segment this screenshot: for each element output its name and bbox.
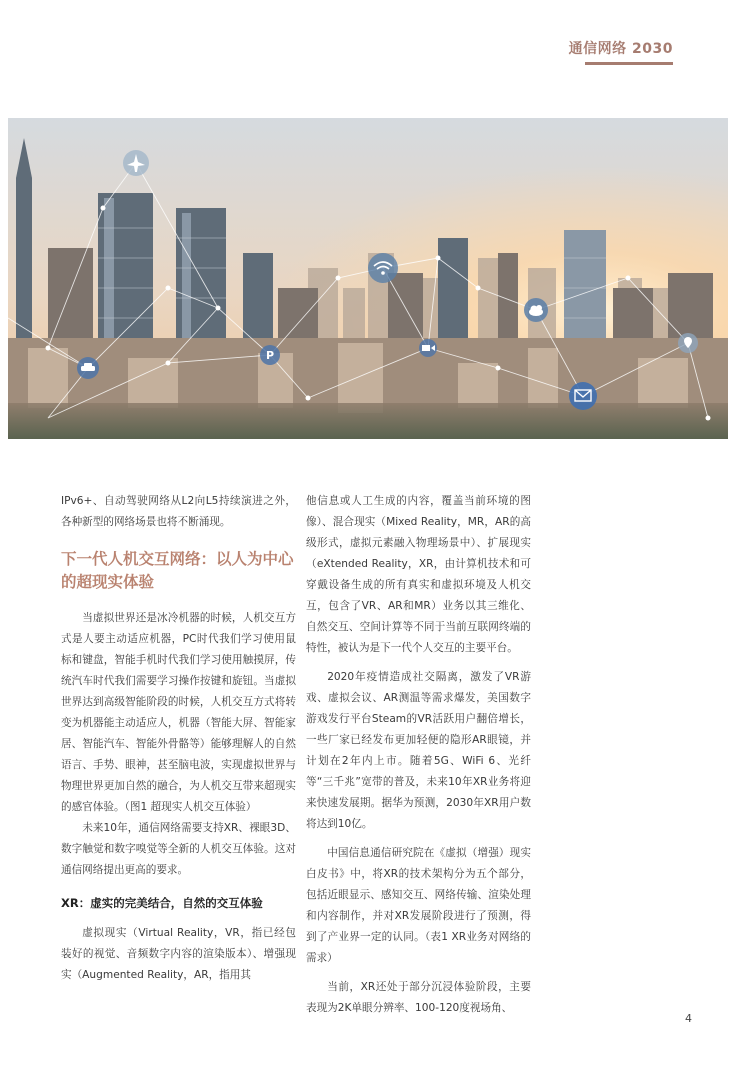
paragraph: 2020年疫情造成社交隔离，激发了VR游戏、虚拟会议、AR测温等需求爆发，美国数字游戏发行平台Steam的VR活跃用户翻倍增长，一些厂家已经发布更加轻便的隐形AR眼镜，并计划在2年内上市。随着5G、WiFi 6、光纤等“三千兆”宽带的普及，未来10年XR业务将迎来快速发展期。据华为预测，2030年XR用户数将达到10亿。	[306, 671, 531, 830]
subsection-title: XR：虚实的完美结合，自然的交互体验	[61, 896, 263, 910]
video-icon	[419, 339, 437, 357]
left-column	[61, 491, 296, 986]
section-title: 下一代人机交互网络：以人为中心的超现实体验	[61, 550, 294, 591]
location-pin-icon	[678, 333, 698, 353]
parking-icon	[260, 345, 280, 365]
city-skyline-illustration	[8, 118, 728, 439]
header-title: 通信网络 2030	[568, 41, 673, 57]
paragraph: 中国信息通信研究院在《虚拟（增强）现实白皮书》中，将XR的技术架构分为五个部分，包括近眼显示、感知交互、网络传输、渲染处理和内容制作，并对XR发展阶段进行了预测，得到了产业界一定的认同。（表1 XR业务对网络的需求）	[306, 847, 531, 964]
paragraph: 当虚拟世界还是冰冷机器的时候，人机交互方式是人要主动适应机器，PC时代我们学习使用鼠标和键盘，智能手机时代我们学习使用触摸屏，传统汽车时代我们需要学习操作按键和旋钮。当虚拟世界达到高级智能阶段的时候，人机交互方式将转变为机器能主动适应人，机器（智能大屏、智能家居、智能汽车、智能外骨骼等）能够理解人的自然语言、手势、眼神，甚至脑电波，实现虚拟世界与物理世界更加自然的融合，为人机交互带来超现实的感官体验。（图1 超现实人机交互体验）	[61, 612, 296, 813]
paragraph: 虚拟现实（Virtual Reality，VR，指已经包装好的视觉、音频数字内容的渲染版本）、增强现实（Augmented Reality，AR，指用其	[61, 927, 296, 981]
paragraph: 当前，XR还处于部分沉浸体验阶段，主要表现为2K单眼分辨率、100-120度视场角、	[306, 981, 531, 1014]
paragraph: IPv6+、自动驾驶网络从L2向L5持续演进之外，各种新型的网络场景也将不断涌现。	[61, 495, 296, 528]
hero-image	[8, 118, 728, 439]
header-rule	[585, 62, 673, 65]
wifi-icon	[368, 253, 398, 283]
cloud-icon	[524, 298, 548, 322]
svg-text:P: P	[265, 349, 275, 362]
airplane-icon	[123, 150, 149, 176]
paragraph: 未来10年，通信网络需要支持XR、裸眼3D、数字触觉和数字嗅觉等全新的人机交互体验。这对通信网络提出更高的要求。	[61, 822, 296, 876]
paragraph: 他信息或人工生成的内容，覆盖当前环境的图像）、混合现实（Mixed Reality，MR，AR的高级形式，虚拟元素融入物理场景中）、扩展现实（eXtended Reality，XR，由计算机技术和可穿戴设备生成的所有真实和虚拟环境及人机交互，包含了VR、AR和MR）业务以其三维化、自然交互、空间计算等不同于当前互联网终端的特性，被认为是下一代个人交互的主要平台。	[306, 495, 531, 654]
car-icon	[77, 357, 99, 379]
mail-icon	[569, 382, 597, 410]
right-column	[306, 491, 531, 1019]
page-number: 4	[685, 1012, 692, 1025]
